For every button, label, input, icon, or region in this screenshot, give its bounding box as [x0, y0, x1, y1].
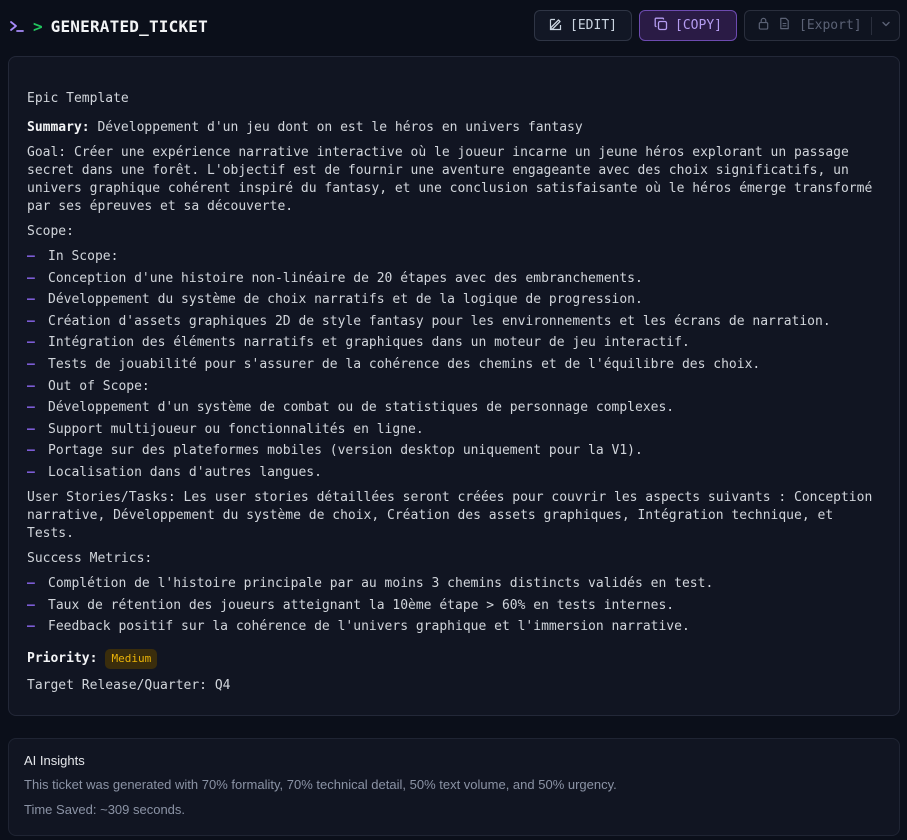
success-metrics-list — [27, 575, 881, 636]
scope-item-text: Localisation dans d'autres langues. — [48, 464, 322, 480]
file-icon — [778, 17, 791, 34]
chevron-down-icon — [880, 18, 892, 34]
template-name: Epic Template — [27, 91, 129, 106]
scope-item-text: Tests de jouabilité pour s'assurer de la cohérence des chemins et de l'équilibre des choix. — [48, 356, 761, 372]
target-release: Target Release/Quarter: Q4 — [27, 678, 231, 694]
edit-icon — [549, 17, 563, 35]
terminal-icon — [9, 18, 25, 34]
scope-item-text: Support multijoueur ou fonctionnalités en ligne. — [48, 421, 424, 437]
scope-item — [27, 464, 881, 482]
list-bullet: – — [27, 378, 35, 394]
list-bullet: – — [27, 335, 35, 351]
list-bullet: – — [27, 400, 35, 416]
copy-icon — [654, 17, 668, 35]
export-dropdown[interactable] — [744, 10, 900, 41]
ticket-content — [8, 56, 900, 716]
metric-item — [27, 618, 881, 636]
metric-item — [27, 597, 881, 615]
scope-item — [27, 270, 881, 288]
priority-label: Priority: — [27, 651, 98, 667]
priority-badge: Medium — [105, 649, 157, 669]
scope-list — [27, 248, 881, 482]
metric-item-text: Complétion de l'histoire principale par au moins 3 chemins distincts validés en test. — [48, 575, 714, 591]
scope-item-text: Conception d'une histoire non-linéaire de 20 étapes avec des embranchements. — [48, 270, 643, 286]
copy-button-label: [COPY] — [675, 18, 722, 33]
scope-item-text: Création d'assets graphiques 2D de style fantasy pour les environnements et les écrans de narration. — [48, 313, 831, 329]
edit-button[interactable] — [534, 10, 632, 41]
list-bullet: – — [27, 443, 35, 459]
time-saved: Time Saved: ~309 seconds. — [24, 802, 186, 817]
scope-item-text: Développement du système de choix narratifs et de la logique de progression. — [48, 292, 643, 308]
scope-item-text: Développement d'un système de combat ou de statistiques de personnage complexes. — [48, 400, 675, 416]
scope-item — [27, 291, 881, 309]
copy-button[interactable] — [639, 10, 737, 41]
list-bullet: – — [27, 464, 35, 480]
scope-item — [27, 421, 881, 439]
prompt-symbol: > — [33, 16, 43, 36]
lock-icon — [757, 17, 770, 34]
scope-label: Scope: — [27, 224, 74, 239]
page-title: GENERATED_TICKET — [50, 16, 208, 36]
title-group — [9, 14, 208, 38]
list-bullet: – — [27, 270, 35, 286]
scope-item-text: Intégration des éléments narratifs et graphiques dans un moteur de jeu interactif. — [48, 335, 690, 351]
ai-insights-title: AI Insights — [24, 753, 85, 768]
scope-item — [27, 356, 881, 374]
scope-item — [27, 334, 881, 352]
scope-item — [27, 399, 881, 417]
list-bullet: – — [27, 619, 35, 635]
ai-insights-description: This ticket was generated with 70% formality, 70% technical detail, 50% text volume, and 50% urgency. — [24, 777, 617, 792]
summary-text: Développement d'un jeu dont on est le héros en univers fantasy — [97, 120, 583, 135]
list-bullet: – — [27, 249, 35, 264]
list-bullet: – — [27, 356, 35, 372]
list-bullet: – — [27, 313, 35, 329]
user-stories-text: User Stories/Tasks: Les user stories détaillées seront créées pour couvrir les aspects suivants : Conception narrative, Développement du système de choix, Création des assets graphiques, Intégration technique, et Tests. — [27, 489, 873, 541]
scope-item-text: Out of Scope: — [48, 378, 150, 394]
ai-insights-panel — [8, 738, 900, 836]
metric-item-text: Feedback positif sur la cohérence de l'univers graphique et l'immersion narrative. — [48, 619, 690, 635]
metric-item — [27, 575, 881, 593]
scope-item — [27, 313, 881, 331]
export-button[interactable] — [745, 11, 871, 40]
scope-item — [27, 378, 881, 396]
scope-item — [27, 442, 881, 460]
export-button-label: [Export] — [799, 18, 862, 33]
scope-item-text: In Scope: — [48, 249, 119, 264]
priority-row — [27, 649, 881, 669]
success-metrics-label: Success Metrics: — [27, 550, 153, 566]
export-menu-toggle[interactable] — [872, 11, 899, 40]
top-bar — [0, 0, 907, 52]
scope-item — [27, 248, 881, 266]
list-bullet: – — [27, 421, 35, 437]
list-bullet: – — [27, 597, 35, 613]
summary — [27, 119, 881, 137]
list-bullet: – — [27, 292, 35, 308]
scope-item-text: Portage sur des plateformes mobiles (version desktop uniquement pour la V1). — [48, 443, 643, 459]
list-bullet: – — [27, 575, 35, 591]
summary-label: Summary: — [27, 120, 90, 135]
edit-button-label: [EDIT] — [570, 18, 617, 33]
goal-text: Goal: Créer une expérience narrative interactive où le joueur incarne un jeune héros explorant un passage secret dans une forêt. L'objectif est de fournir une aventure engageante avec des choix significatifs, un univers graphique cohérent inspiré du fantasy, et une conclusion satisfaisante où le héros émerge transformé par ses épreuves et sa découverte. — [27, 145, 873, 214]
metric-item-text: Taux de rétention des joueurs atteignant la 10ème étape > 60% en tests internes. — [48, 597, 675, 613]
